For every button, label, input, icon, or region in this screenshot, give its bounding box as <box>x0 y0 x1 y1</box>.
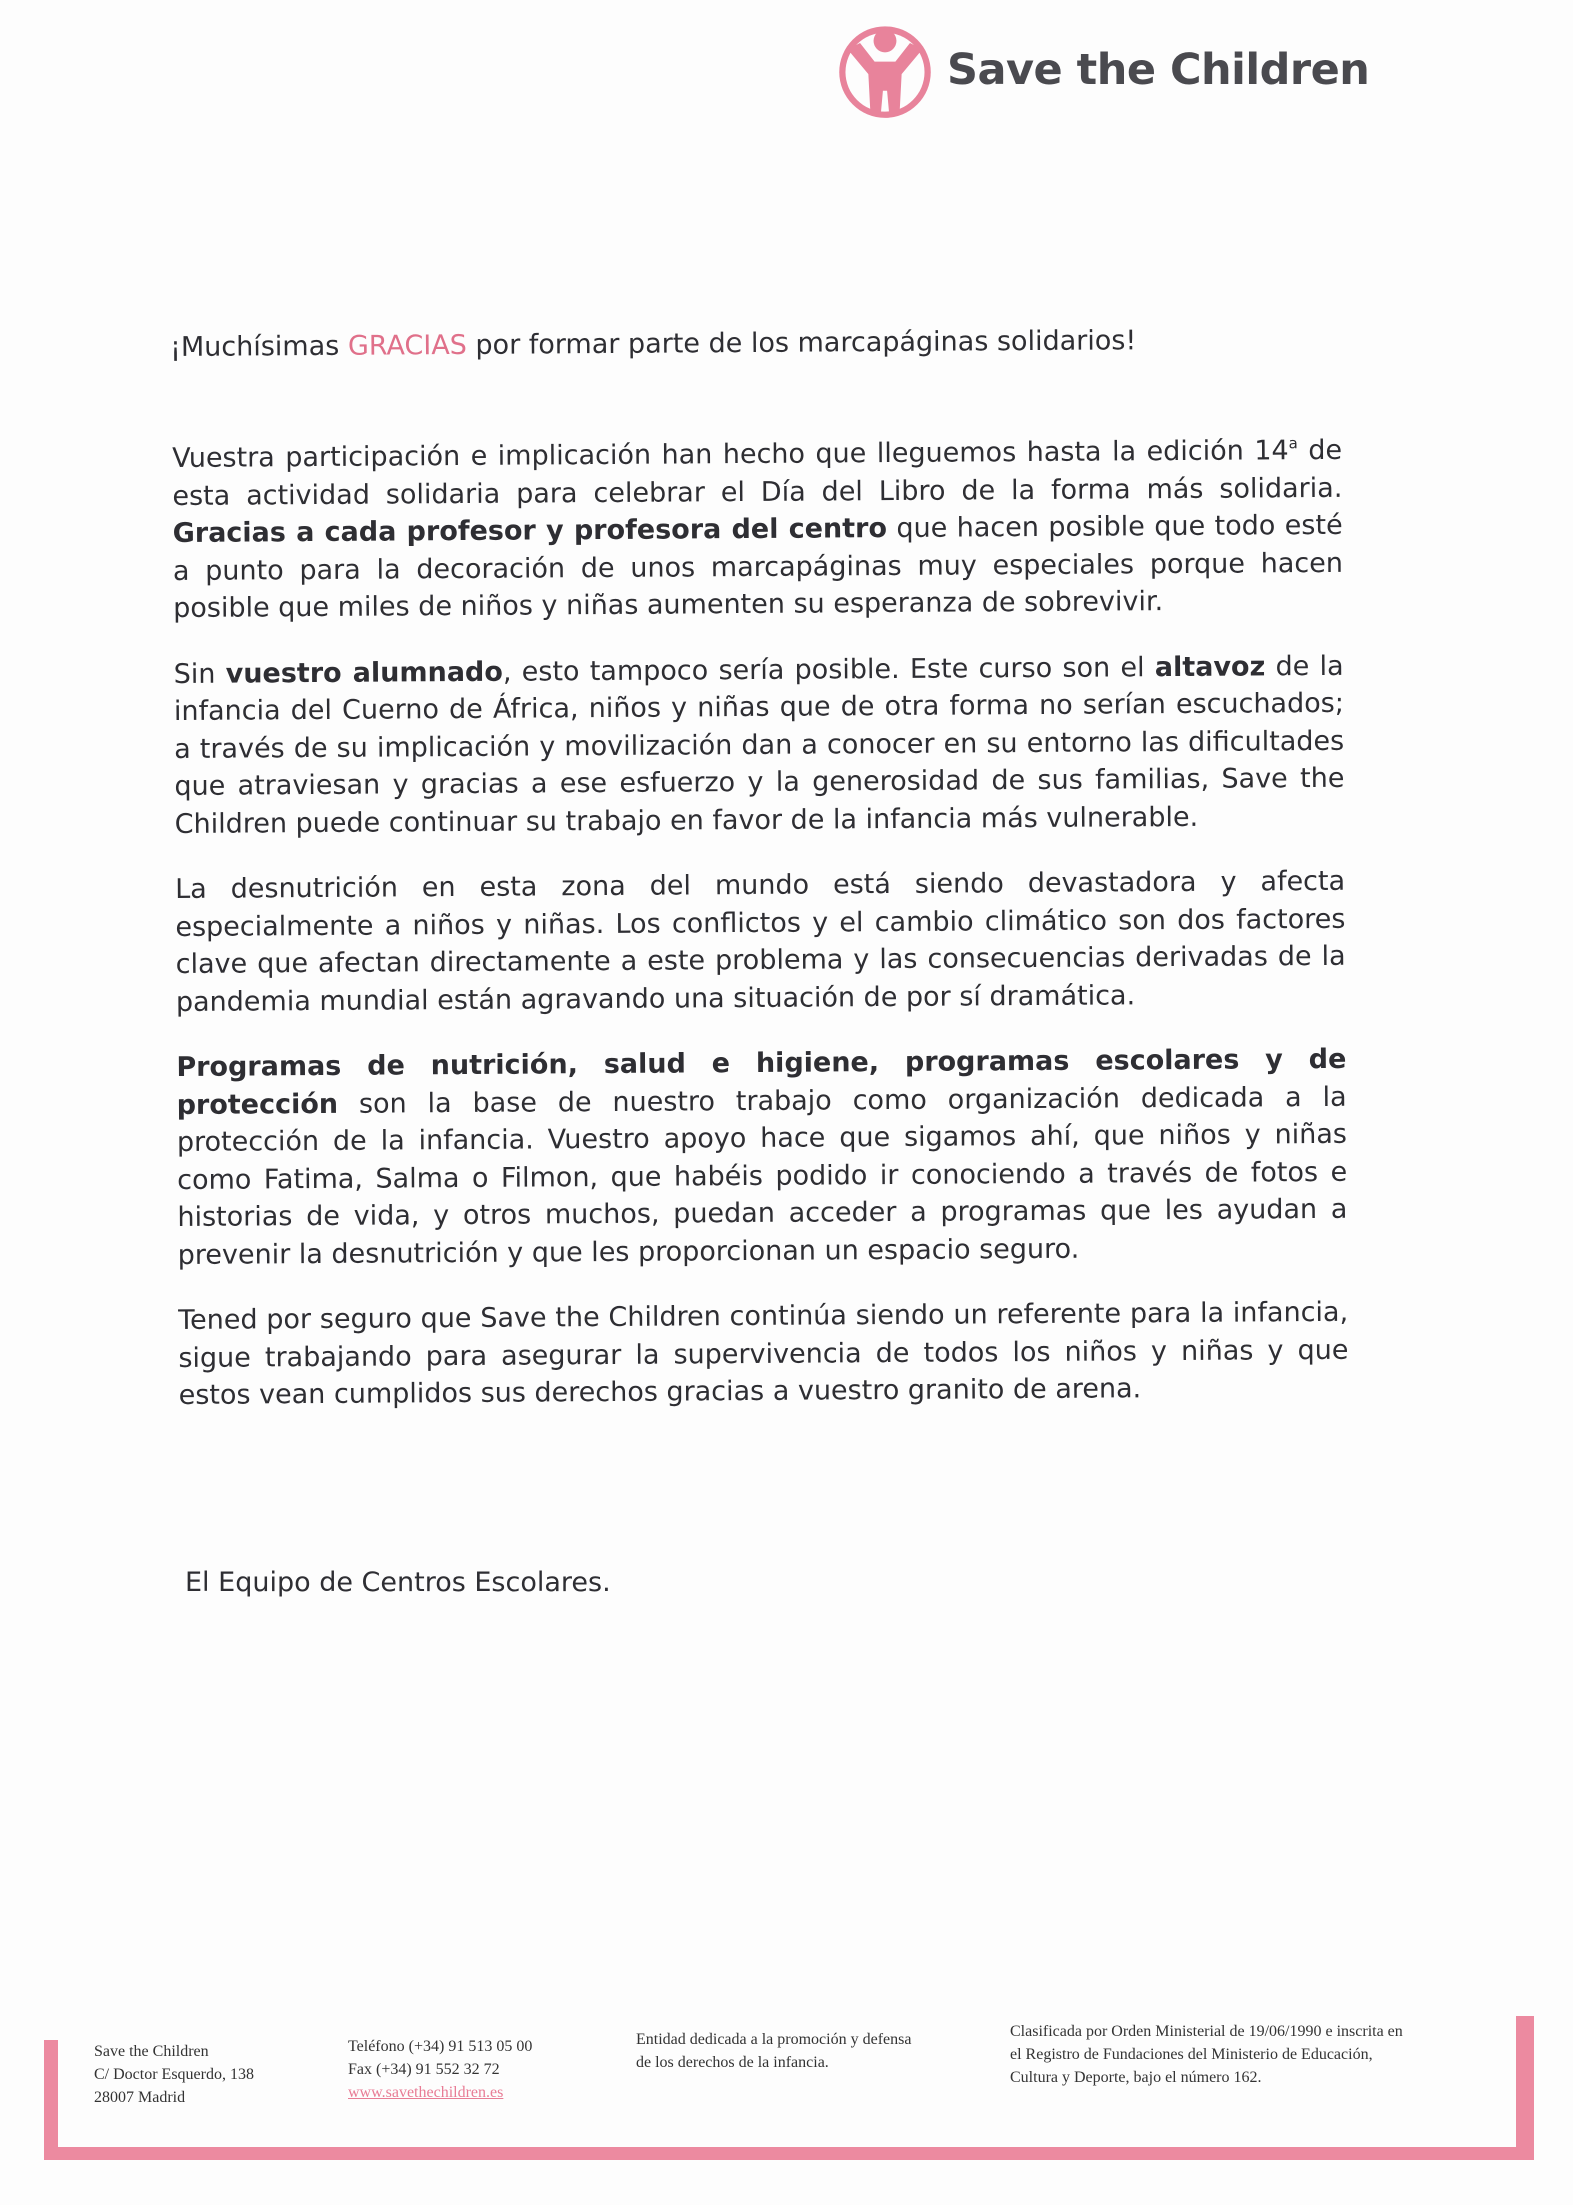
p1-superscript: a <box>1288 434 1298 453</box>
letter-body <box>172 432 1349 1443</box>
p2-text-2: , esto tampoco sería posible. Este curso son el <box>502 651 1155 688</box>
signature: El Equipo de Centros Escolares. <box>185 1567 611 1598</box>
footer-legal-line: el Registro de Fundaciones del Ministerio de Educación, <box>1010 2046 1373 2063</box>
greeting-post: por formar parte de los marcapáginas solidarios! <box>466 325 1137 361</box>
footer-legal <box>1010 2020 1403 2089</box>
p2-bold-1: vuestro alumnado <box>225 656 503 690</box>
footer-mission-line: de los derechos de la infancia. <box>636 2054 829 2071</box>
footer-frame-left <box>44 2040 58 2158</box>
p2-bold-2: altavoz <box>1154 650 1266 683</box>
paragraph-2 <box>174 647 1345 843</box>
p4-bold-1: Programas de nutrición, salud e higiene, programas escolares y de protección <box>176 1043 1347 1121</box>
footer-frame-bottom <box>44 2147 1534 2160</box>
p1-bold-1: Gracias a cada profesor y profesora del centro <box>172 513 888 549</box>
footer-address-line: C/ Doctor Esquerdo, 138 <box>94 2066 254 2083</box>
save-the-children-logo <box>833 18 1369 122</box>
greeting-line <box>170 322 1370 366</box>
footer-legal-line: Cultura y Deporte, bajo el número 162. <box>1010 2069 1262 2086</box>
footer-website-link[interactable]: www.savethechildren.es <box>348 2084 504 2101</box>
footer-mission <box>636 2028 911 2074</box>
p2-text-1: Sin <box>173 658 226 690</box>
p1-text-2: de esta actividad solidaria para celebrar el Día del Libro de la forma más solidaria. <box>172 434 1343 512</box>
footer-frame-right <box>1516 2016 1534 2158</box>
greeting-accent: GRACIAS <box>347 329 468 362</box>
p4-text-1: son la base de nuestro trabajo como organización dedicada a la protección de la infancia. Vuestro apoyo hace que sigamos ahí, que niños y niñas como Fatima, Salma o Filmon, que habéis podido ir conociendo a través de fotos e historias de vida, y otros muchos, puedan acceder a programas que les ayudan a prevenir la desnutrición y que les proporcionan un espacio seguro. <box>176 1081 1348 1271</box>
logo-wordmark: Save the Children <box>947 45 1370 95</box>
paragraph-1 <box>172 432 1343 628</box>
child-figure-icon <box>833 18 937 122</box>
footer-mission-line: Entidad dedicada a la promoción y defensa <box>636 2031 912 2048</box>
footer-fax: Fax (+34) 91 552 32 72 <box>348 2061 500 2078</box>
paragraph-3: La desnutrición en esta zona del mundo está siendo devastadora y afecta especialmente a niños y niñas. Los conflictos y el cambio climático son dos factores clave que afectan directamente a este problema y las consecuencias derivadas de la pandemia mundial están agravando una situación de por sí dramática. <box>175 865 1346 1018</box>
footer-address <box>94 2040 254 2109</box>
p1-text-3: que hacen posible que todo esté a punto para la decoración de unos marcapáginas muy especiales porque hacen posible que miles de niños y niñas aumenten su esperanza de sobrevivir. <box>172 509 1343 624</box>
p1-text-1: Vuestra participación e implicación han hecho que lleguemos hasta la edición 14 <box>172 435 1289 474</box>
p2-text-3: de la infancia del Cuerno de África, niños y niñas que de otra forma no serían escuchados; a través de su implicación y movilización dan a conocer en su entorno las dificultades que atraviesan y gracias a ese esfuerzo y la generosidad de sus familias, Save the Children puede continuar su trabajo en favor de la infancia más vulnerable. <box>173 650 1345 840</box>
footer-phone: Teléfono (+34) 91 513 05 00 <box>348 2038 533 2055</box>
greeting-pre: ¡Muchísimas <box>170 330 348 363</box>
paragraph-5: Tened por seguro que Save the Children continúa siendo un referente para la infancia, sigue trabajando para asegurar la supervivencia de todos los niños y niñas y que estos vean cumplidos sus derechos gracias a vuestro granito de arena. <box>178 1296 1349 1411</box>
footer-legal-line: Clasificada por Orden Ministerial de 19/06/1990 e inscrita en <box>1010 2023 1403 2040</box>
footer-contact <box>348 2035 532 2104</box>
footer-address-line: 28007 Madrid <box>94 2089 186 2106</box>
paragraph-4 <box>176 1041 1348 1274</box>
footer-address-line: Save the Children <box>94 2043 209 2060</box>
